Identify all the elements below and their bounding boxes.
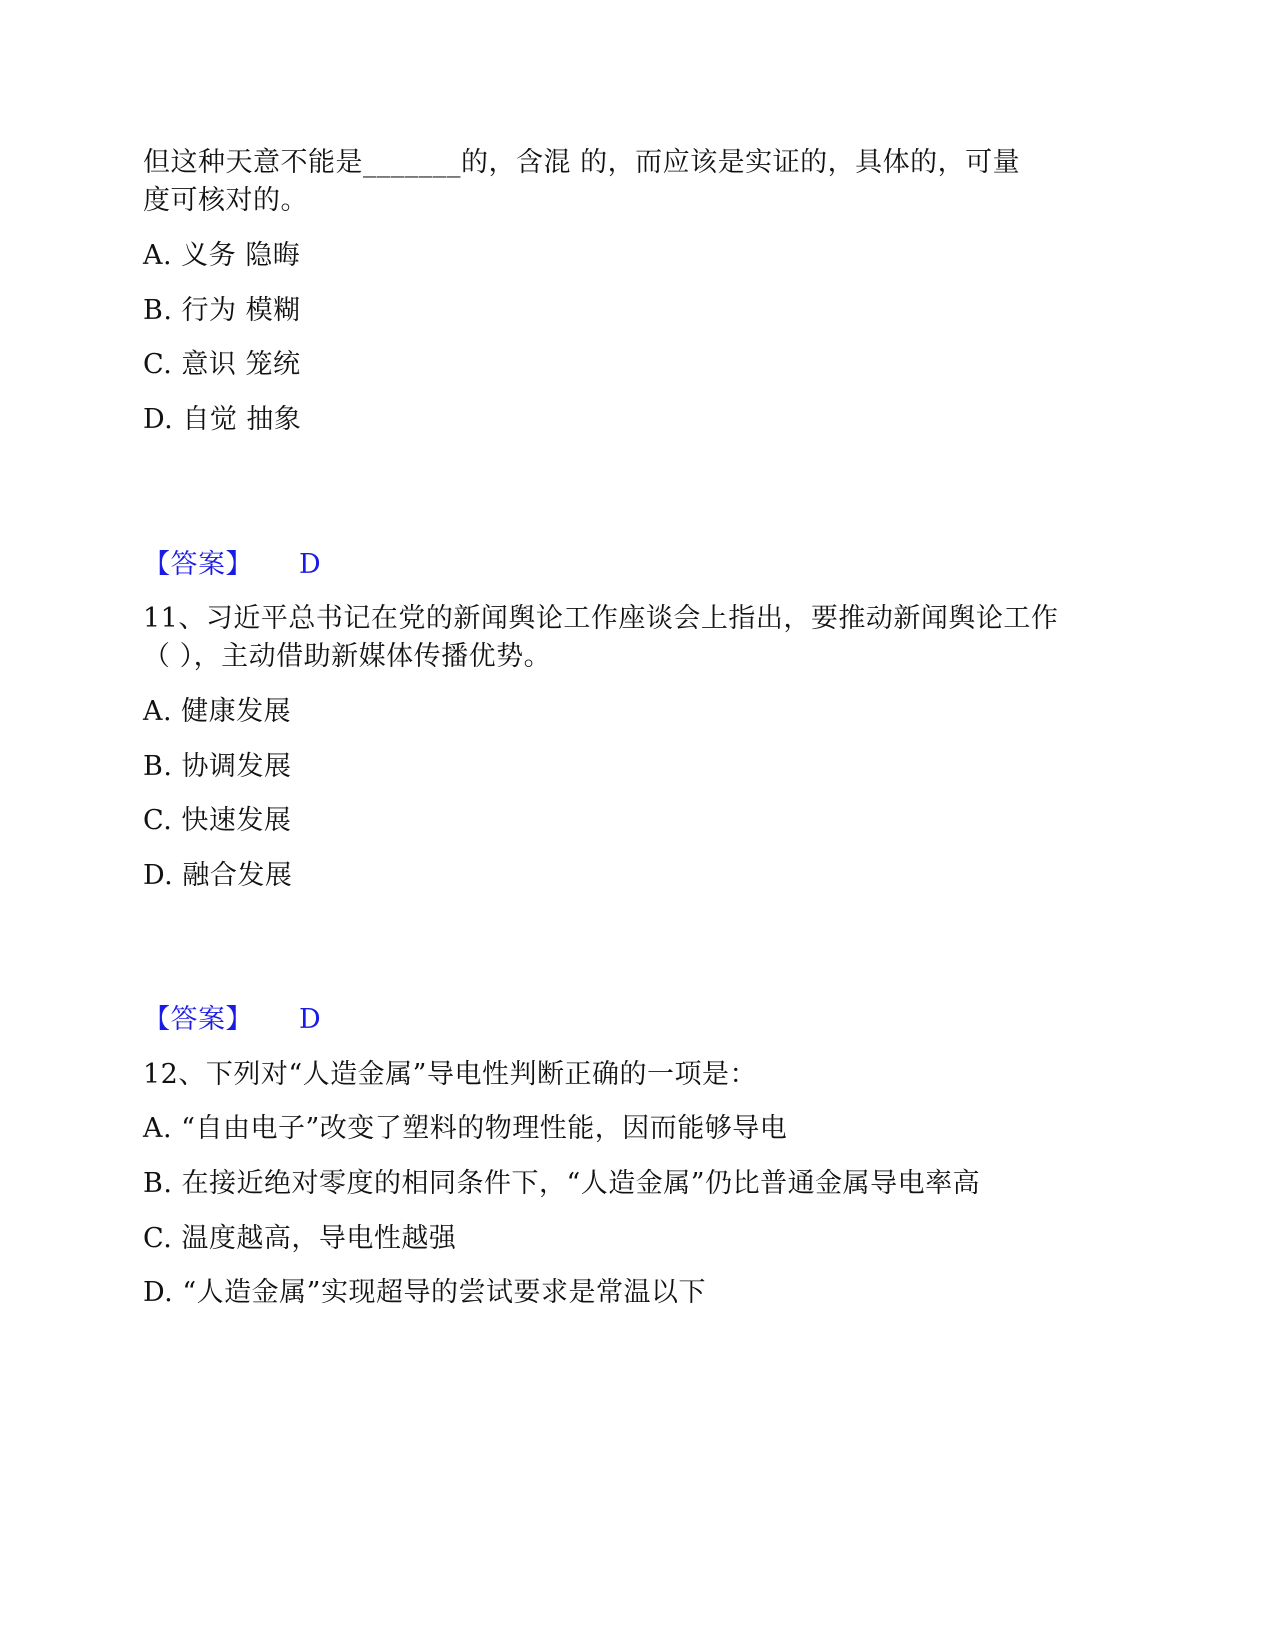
- q10-stem-line-2: 度可核对的。: [143, 185, 308, 216]
- q10-answer: [143, 545, 321, 585]
- q11-stem-line-2: （ ），主动借助新媒体传播优势。: [143, 641, 552, 672]
- q11-option-b: B. 协调发展: [143, 751, 292, 782]
- q11-stem-line-1: 11、习近平总书记在党的新闻舆论工作座谈会上指出，要推动新闻舆论工作: [143, 603, 1059, 634]
- q11-option-d: D. 融合发展: [143, 860, 293, 891]
- q10-stem-line-1: 但这种天意不能是_______的，含混 的，而应该是实证的，具体的，可量: [143, 147, 1021, 178]
- q12-option-c: C. 温度越高，导电性越强: [143, 1223, 457, 1254]
- answer-label: 【答案】: [143, 1004, 253, 1035]
- answer-label: 【答案】: [143, 549, 253, 580]
- q10-option-a: A. 义务 隐晦: [143, 240, 301, 271]
- q12-stem: 12、下列对“人造金属”导电性判断正确的一项是：: [143, 1059, 757, 1090]
- q10-option-d: D. 自觉 抽象: [143, 404, 302, 435]
- q12-option-b: B. 在接近绝对零度的相同条件下，“人造金属”仍比普通金属导电率高: [143, 1168, 981, 1199]
- q12-option-d: D. “人造金属”实现超导的尝试要求是常温以下: [143, 1277, 706, 1308]
- answer-value: D: [299, 549, 322, 580]
- q10-option-c: C. 意识 笼统: [143, 349, 301, 380]
- q11-option-a: A. 健康发展: [143, 696, 292, 727]
- q11-answer: [143, 1000, 321, 1040]
- answer-value: D: [299, 1004, 322, 1035]
- q11-option-c: C. 快速发展: [143, 805, 292, 836]
- q10-option-b: B. 行为 模糊: [143, 295, 301, 326]
- q12-option-a: A. “自由电子”改变了塑料的物理性能，因而能够导电: [143, 1113, 788, 1144]
